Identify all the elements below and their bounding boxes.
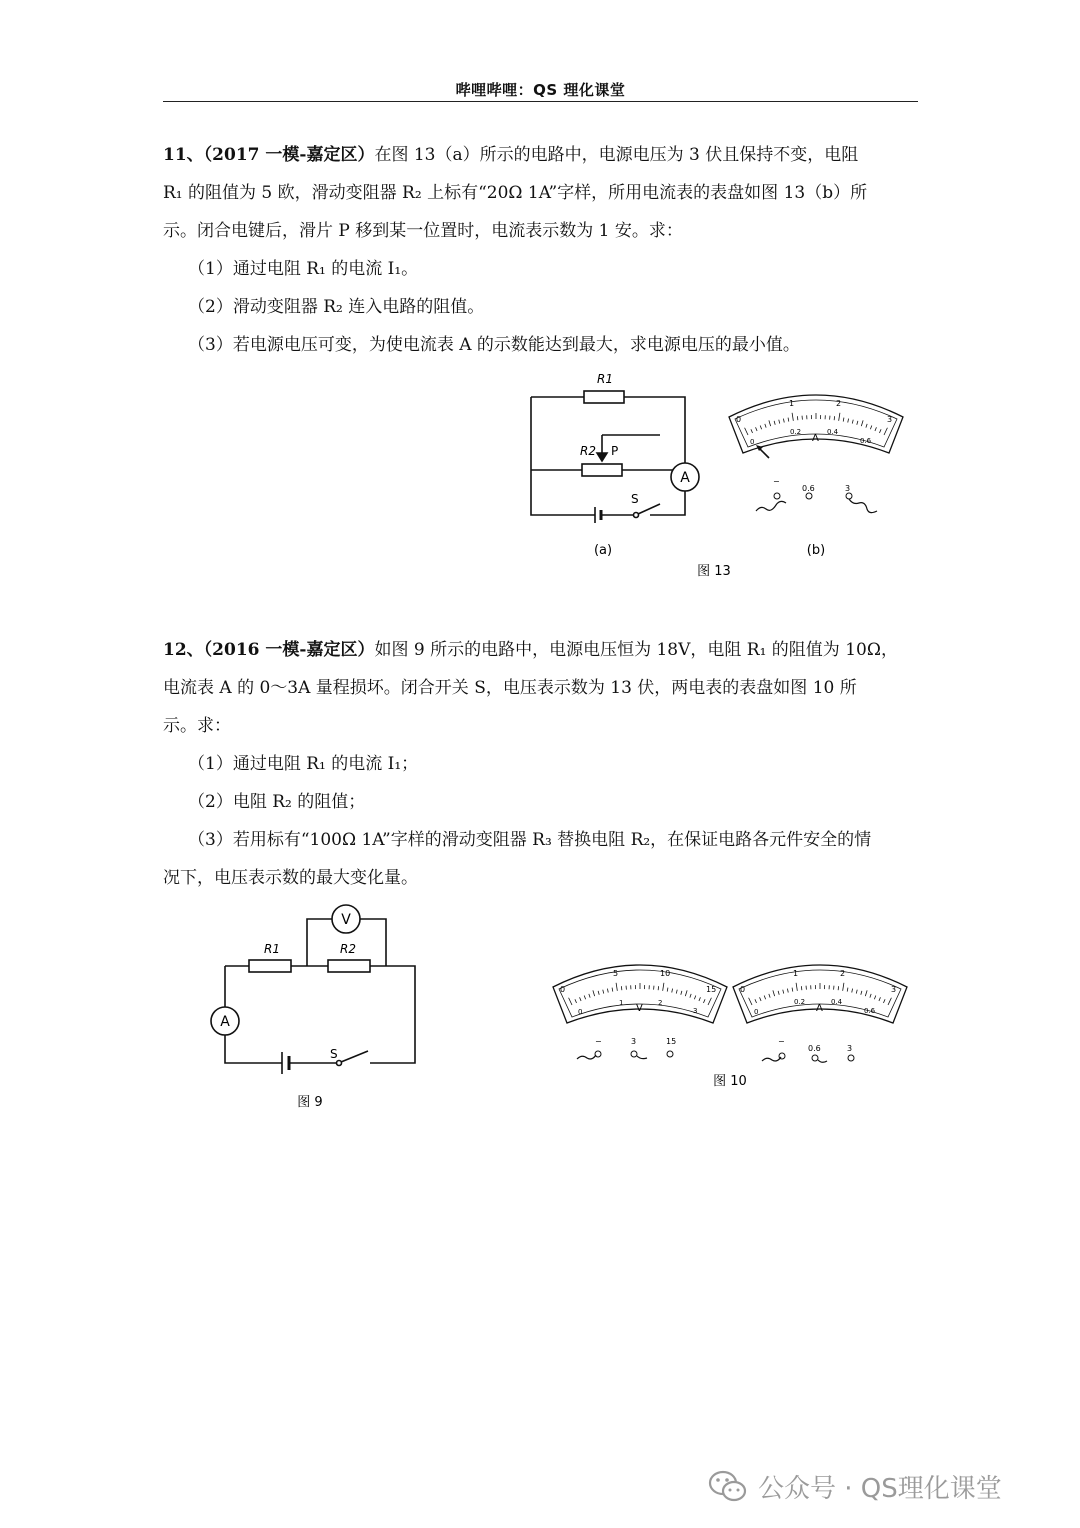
wire-neg — [762, 1057, 781, 1061]
watermark-text: 公众号 · QS理化课堂 — [758, 1473, 1002, 1504]
fig13b-sublabel: (b) — [806, 543, 826, 558]
fig9-switch-blade — [341, 1051, 368, 1062]
dial-bottom-tick-0: 0 — [754, 1008, 759, 1016]
dial-unit: A — [812, 433, 819, 444]
dial-unit: A — [816, 1003, 823, 1014]
fig10-caption: 图 10 — [713, 1074, 747, 1089]
dial-bottom-tick-3: 0.6 — [864, 1007, 876, 1015]
fig13a-resistor-r1 — [584, 391, 624, 403]
dial-top-tick-3: 3 — [891, 985, 897, 994]
terminal-label-3: 3 — [845, 484, 851, 493]
dial-bottom-tick-3: 3 — [693, 1007, 698, 1015]
q11-item-1: （1）通过电阻 R₁ 的电流 I₁。 — [188, 259, 419, 279]
fig10-voltmeter-terminals — [577, 1037, 676, 1059]
q11-item-3: （3）若电源电压可变，为使电流表 A 的示数能达到最大，求电源电压的最小值。 — [188, 335, 800, 355]
q12-source: 12、（2016 一模-嘉定区） — [163, 640, 375, 660]
fig10-ammeter-dial — [733, 965, 907, 1023]
dial-bottom-tick-3: 0.6 — [860, 437, 872, 445]
header-rule — [163, 101, 918, 102]
dial-bottom-tick-1: 0.2 — [790, 428, 802, 436]
dial-bottom-tick-1: 0.2 — [794, 998, 806, 1006]
terminal-label-neg: − — [595, 1037, 602, 1046]
dial-top-tick-2: 10 — [660, 969, 671, 978]
fig9-label-s: S — [330, 1047, 338, 1061]
fig13b-terminals — [756, 477, 877, 513]
q12-text-1: 如图 9 所示的电路中，电源电压恒为 18V，电阻 R₁ 的阻值为 10Ω， — [374, 640, 898, 660]
dial-bottom-tick-0: 0 — [750, 438, 755, 446]
fig9-label-v: V — [341, 912, 351, 928]
dial-top-tick-3: 15 — [706, 985, 717, 994]
fig13-caption: 图 13 — [697, 564, 731, 579]
terminal-0-6 — [812, 1055, 818, 1061]
figure-9 — [200, 900, 430, 1115]
wire-3 — [637, 1056, 647, 1059]
terminal-3 — [848, 1055, 854, 1061]
fig10-ammeter-terminals — [762, 1037, 854, 1062]
fig13a-sublabel: (a) — [593, 543, 613, 558]
fig9-circuit — [211, 905, 415, 1074]
terminal-label-15: 15 — [666, 1037, 677, 1046]
terminal-label-0-6: 0.6 — [808, 1044, 821, 1053]
figure-13 — [520, 365, 910, 585]
terminal-neg — [774, 493, 780, 499]
fig13a-label-r1: R1 — [597, 372, 613, 386]
terminal-3 — [846, 493, 852, 499]
terminal-15 — [667, 1051, 673, 1057]
fig9-label-a: A — [220, 1014, 230, 1030]
dial-bottom-tick-1: 1 — [619, 999, 624, 1007]
dial-top-tick-0: 0 — [736, 415, 742, 424]
fig13a-slider-arrow — [597, 453, 607, 461]
fig9-label-r2: R2 — [340, 942, 356, 956]
fig13a-label-a: A — [680, 470, 690, 486]
wire-3 — [849, 499, 877, 513]
watermark — [708, 1466, 1002, 1506]
page-header-title: 哔哩哔哩：QS 理化课堂 — [455, 81, 626, 99]
fig9-resistor-r2 — [328, 960, 370, 972]
fig10-voltmeter-dial — [553, 965, 727, 1023]
fig9-resistor-r1 — [249, 960, 291, 972]
dial-top-tick-3: 3 — [887, 415, 893, 424]
dial-top-tick-0: 0 — [560, 985, 566, 994]
q11-line-3: 示。闭合电键后，滑片 P 移到某一位置时，电流表示数为 1 安。求： — [163, 221, 683, 241]
q11-item-2: （2）滑动变阻器 R₂ 连入电路的阻值。 — [188, 297, 485, 317]
dial-top-tick-2: 2 — [840, 969, 846, 978]
dial-bottom-tick-2: 0.4 — [827, 428, 839, 436]
terminal-label-neg: − — [778, 1037, 785, 1046]
fig13a-label-p: P — [611, 444, 619, 458]
terminal-0-6 — [806, 493, 812, 499]
q11-line-2: R₁ 的阻值为 5 欧，滑动变阻器 R₂ 上标有“20Ω 1A”字样，所用电流表的表盘如图 13（b）所 — [163, 183, 868, 203]
fig13a-label-r2: R2 — [580, 444, 596, 458]
q12-item-2: （2）电阻 R₂ 的阻值； — [188, 792, 366, 812]
fig13a-switch-blade — [638, 504, 660, 514]
terminal-label-3: 3 — [631, 1037, 637, 1046]
dial-top-tick-1: 5 — [613, 969, 619, 978]
terminal-3 — [631, 1051, 637, 1057]
q12-line-3: 示。求： — [163, 716, 231, 736]
q12-item-3: （3）若用标有“100Ω 1A”字样的滑动变阻器 R₃ 替换电阻 R₂，在保证电路各元件安全的情 — [188, 830, 872, 850]
q11-source: 11、（2017 一模-嘉定区） — [163, 145, 375, 165]
figure-10 — [545, 955, 910, 1090]
fig13b-ammeter-dial — [729, 395, 903, 458]
q12-item-1: （1）通过电阻 R₁ 的电流 I₁； — [188, 754, 419, 774]
dial-top-tick-0: 0 — [740, 985, 746, 994]
q12-item-3-cont: 况下，电压表示数的最大变化量。 — [163, 868, 418, 888]
wire-neg — [756, 501, 786, 511]
terminal-label-0-6: 0.6 — [802, 484, 815, 493]
q12-line-2: 电流表 A 的 0～3A 量程损坏。闭合开关 S，电压表示数为 13 伏，两电表的表盘如图 10 所 — [163, 678, 857, 698]
terminal-label-3: 3 — [847, 1044, 853, 1053]
q12-line-1 — [163, 631, 918, 669]
q11-line-1 — [163, 136, 918, 174]
fig9-caption: 图 9 — [297, 1095, 323, 1110]
dial-bottom-tick-0: 0 — [578, 1008, 583, 1016]
wire-neg — [577, 1055, 596, 1059]
fig13a-label-s: S — [631, 492, 639, 506]
fig9-label-r1: R1 — [264, 942, 280, 956]
wire-0-6 — [818, 1060, 827, 1062]
q11-text-1: 在图 13（a）所示的电路中，电源电压为 3 伏且保持不变，电阻 — [374, 145, 859, 165]
terminal-label-neg: − — [773, 477, 780, 486]
dial-top-tick-1: 1 — [793, 969, 799, 978]
dial-top-tick-2: 2 — [836, 399, 842, 408]
dial-bottom-tick-2: 2 — [658, 999, 663, 1007]
dial-bottom-tick-2: 0.4 — [831, 998, 843, 1006]
dial-unit: V — [636, 1003, 643, 1014]
fig13a-rheostat-r2 — [582, 464, 622, 476]
dial-top-tick-1: 1 — [789, 399, 795, 408]
wechat-icon — [708, 1469, 748, 1503]
